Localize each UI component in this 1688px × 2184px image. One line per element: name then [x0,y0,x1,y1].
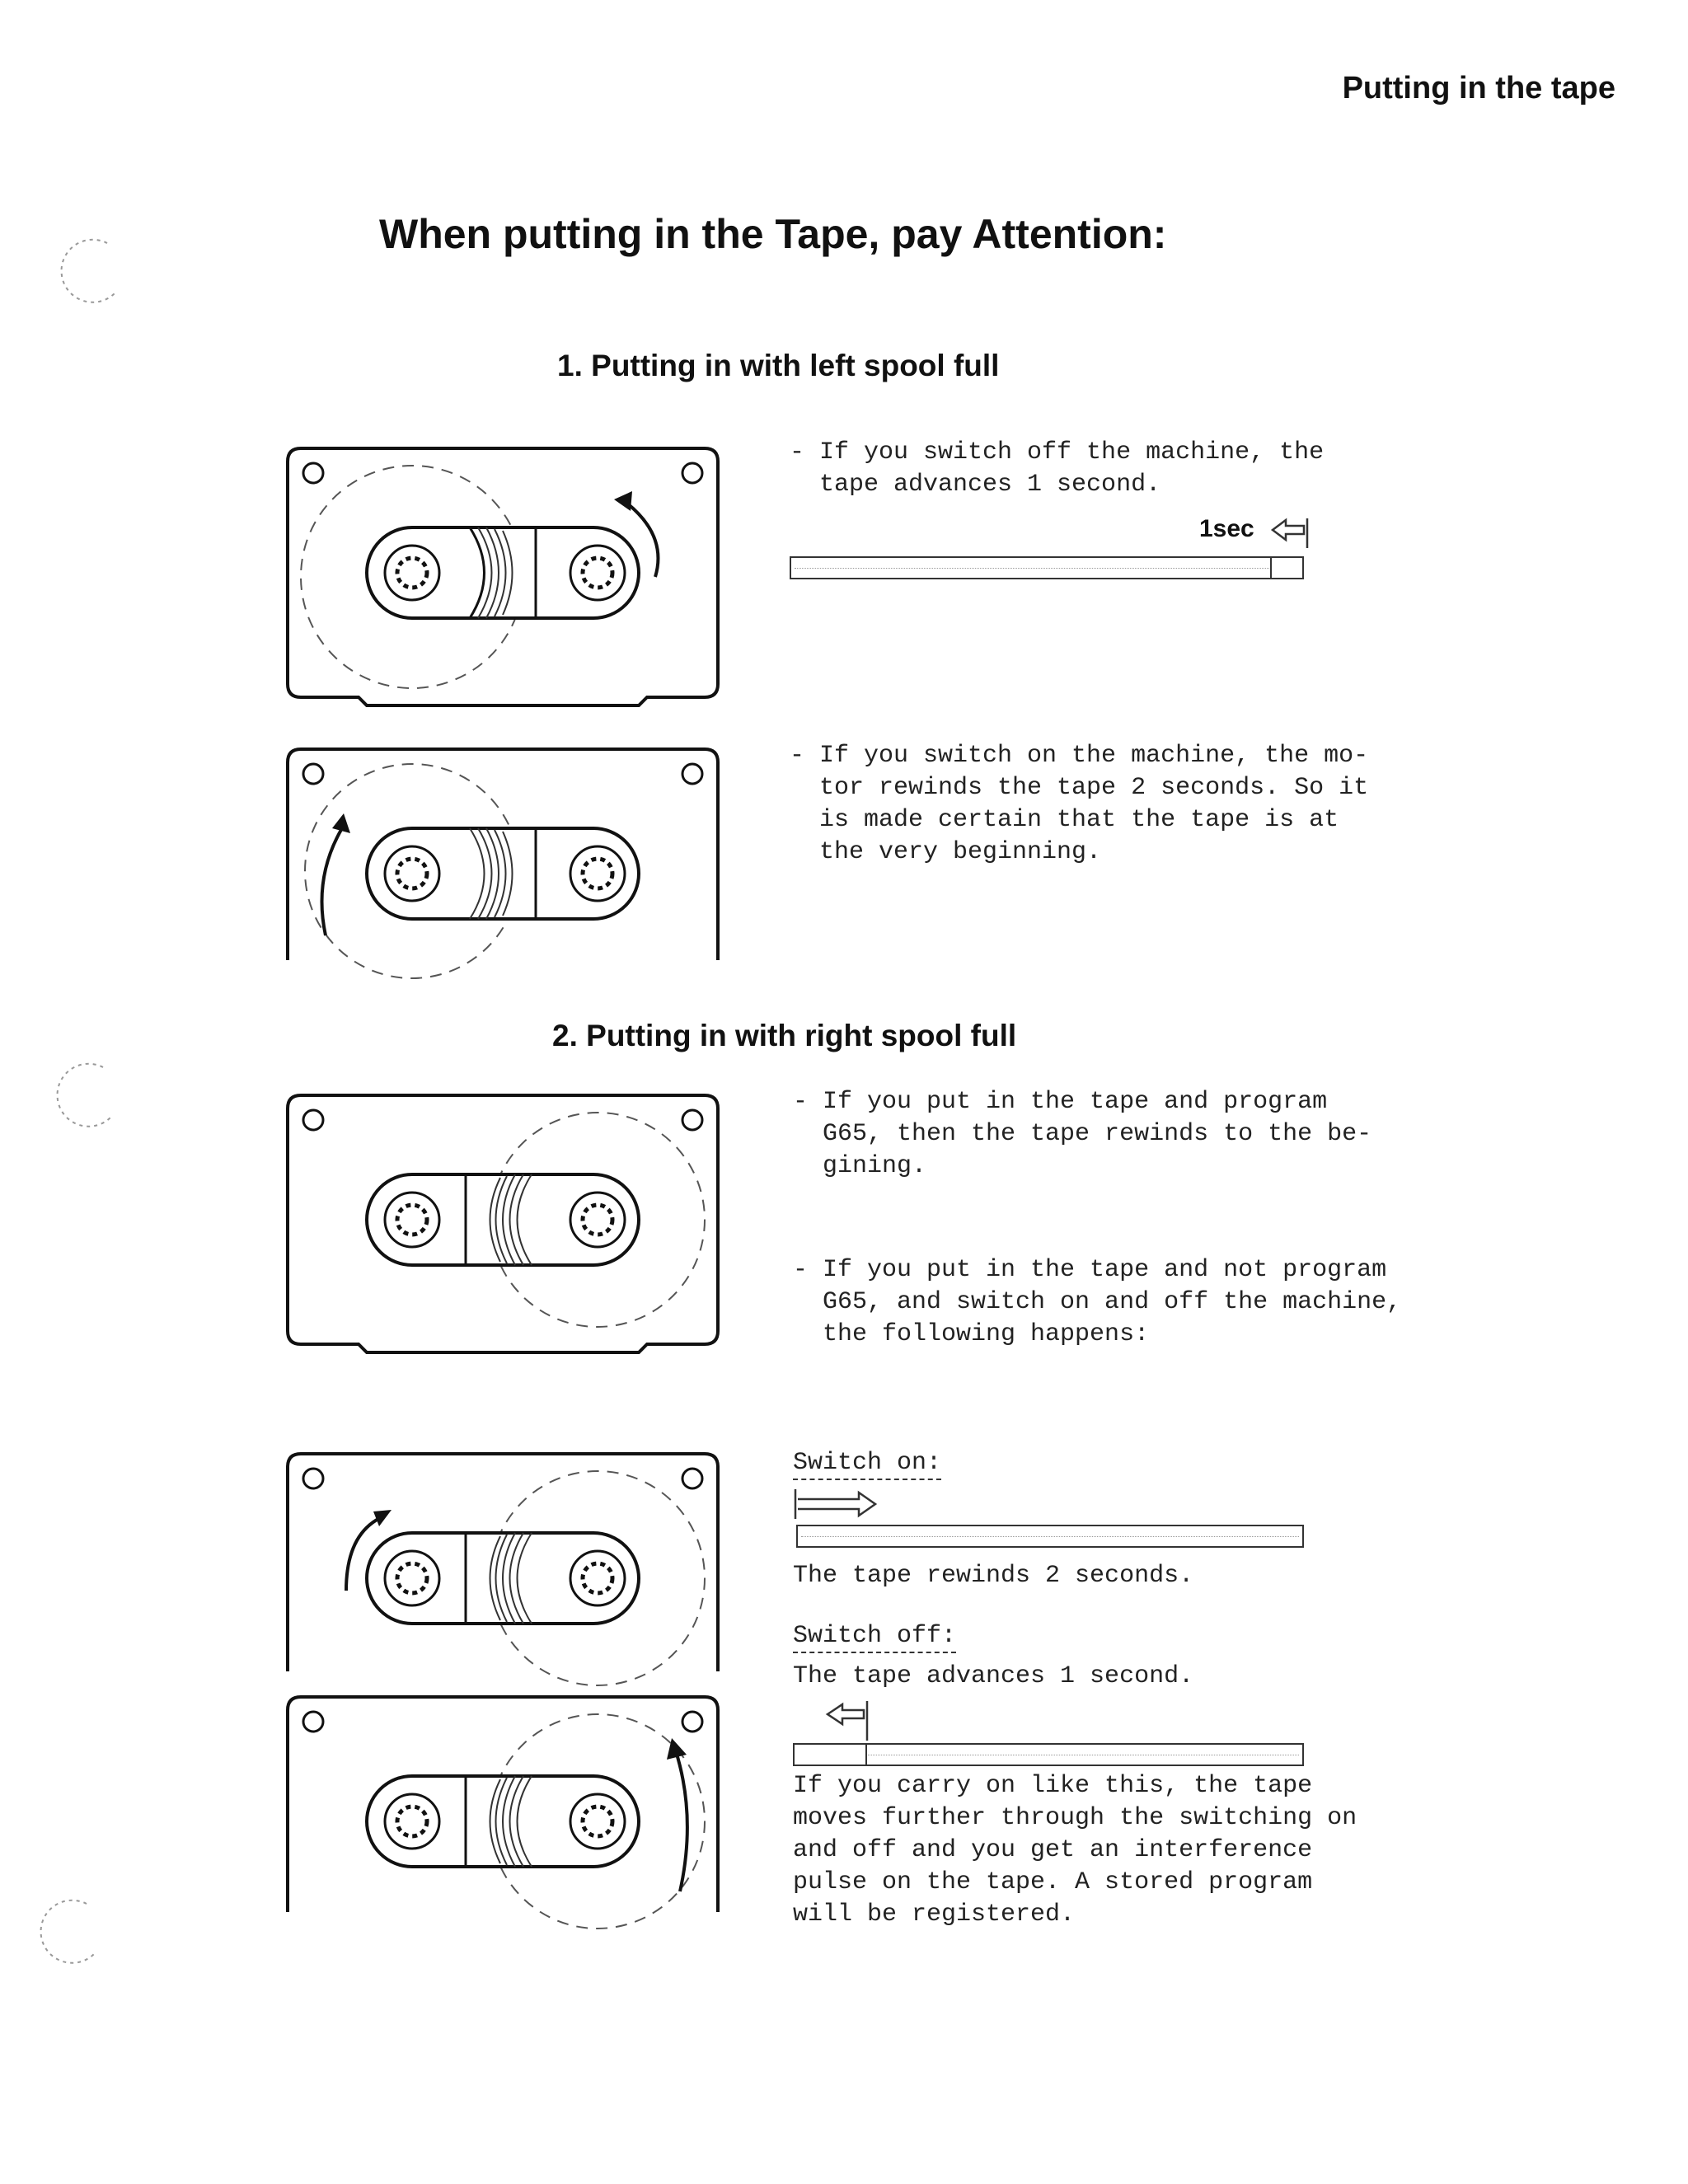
switch-on-label: Switch on: [793,1449,941,1480]
cassette-icon [284,445,721,709]
tape-bar-switch-on [796,1525,1304,1548]
tape-bar-advance [790,556,1304,579]
section-2-not-g65-text: - If you put in the tape and not program G65, and switch on and off the machine, the following happens: [793,1256,1402,1348]
section-2-heading: 2. Putting in with right spool full [552,1019,1017,1052]
outline-arrow-icon [793,1488,884,1521]
cassette-icon [284,746,721,960]
switch-on-text: The tape rewinds 2 seconds. [793,1562,1194,1590]
outline-arrow-icon [824,1698,874,1743]
cassette-icon [284,1694,721,1912]
outline-arrow-icon [1269,515,1311,550]
switch-off-text: The tape advances 1 second. [793,1662,1194,1690]
tape-bar-switch-off [793,1743,1304,1766]
punch-hole-mark [37,1896,120,1970]
section-1-switch-off-text: - If you switch off the machine, the tape advances 1 second. [790,438,1325,499]
section-1-heading: 1. Putting in with left spool full [557,349,1000,382]
cassette-icon [284,1092,721,1356]
punch-hole-mark [45,1059,128,1133]
cassette-icon [284,1451,721,1673]
tape-advance-segment [1270,558,1302,578]
one-sec-label: 1sec [1199,515,1254,542]
page-header: Putting in the tape [1342,71,1615,105]
tape-advance-segment [795,1745,867,1765]
punch-hole-mark [49,235,132,309]
switch-off-label: Switch off: [793,1622,956,1653]
carry-on-text: If you carry on like this, the tape moves further through the switching on and off and you get an interference pulse on the tape. A stored program will be registered. [793,1772,1357,1929]
section-2-g65-text: - If you put in the tape and program G65, then the tape rewinds to the be- gining. [793,1088,1372,1180]
page-title: When putting in the Tape, pay Attention: [379,211,1167,257]
section-1-switch-on-text: - If you switch on the machine, the mo- tor rewinds the tape 2 seconds. So it is made certain that the tape is at the very beginning. [790,742,1369,866]
